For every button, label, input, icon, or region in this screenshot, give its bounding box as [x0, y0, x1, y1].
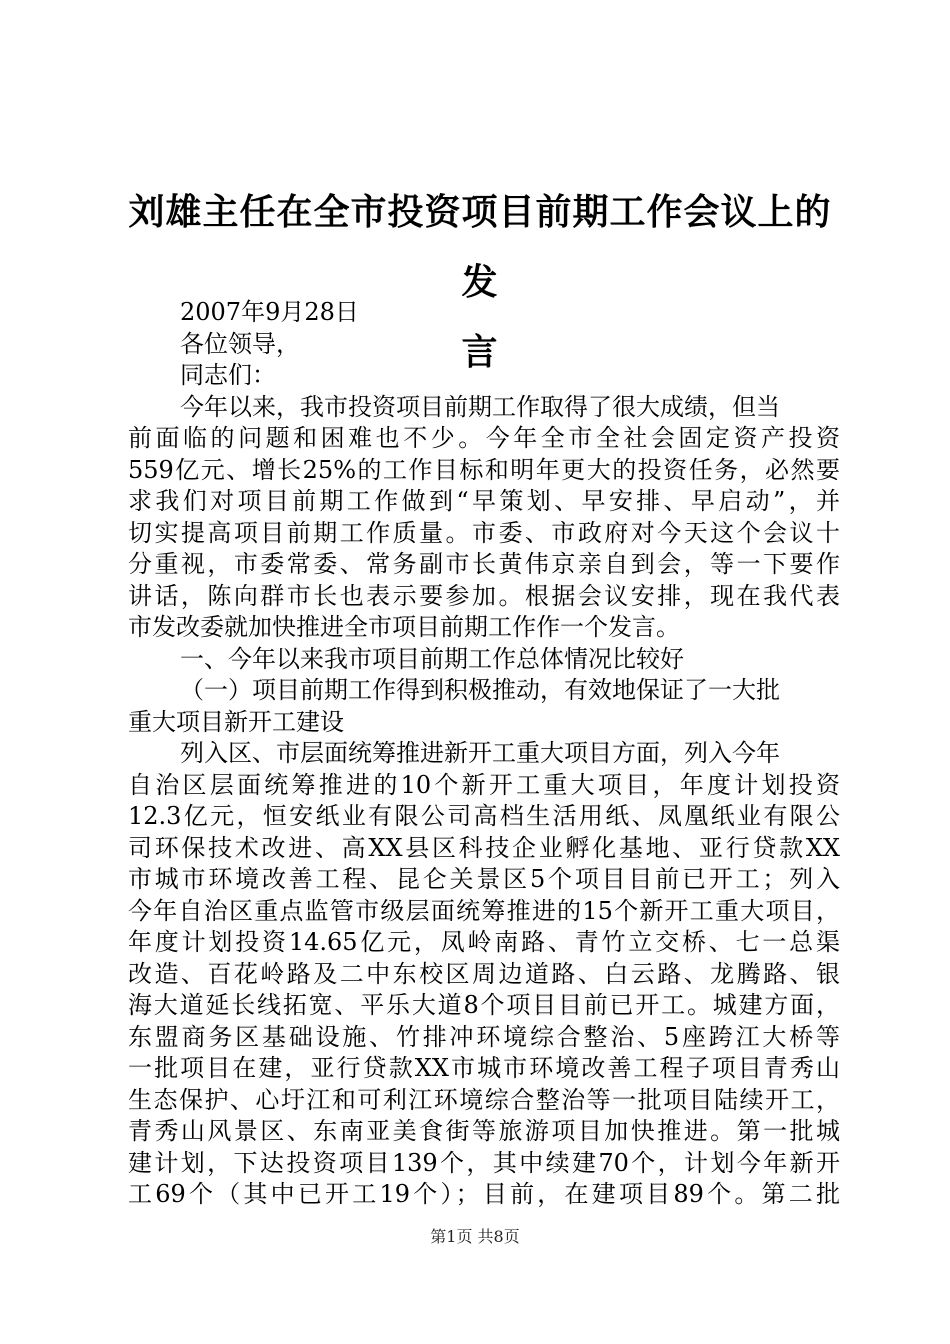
body-line: 司环保技术改进、高XX县区科技企业孵化基地、亚行贷款XX [128, 833, 840, 862]
title-line-2: 言 [461, 332, 499, 373]
page-footer: 第1页 共8页 [430, 1227, 520, 1246]
body-line: 市发改委就加快推进全市项目前期工作作一个发言。 [128, 613, 680, 641]
body-line: 一、今年以来我市项目前期工作总体情况比较好 [180, 644, 684, 673]
body-line: 分重视，市委常委、常务副市长黄伟京亲自到会，等一下要作 [128, 550, 840, 578]
body-line: 建计划，下达投资项目139个，其中续建70个，计划今年新开 [128, 1148, 840, 1177]
body-line: 自治区层面统筹推进的10个新开工重大项目，年度计划投资 [128, 770, 840, 799]
body-line: 工69个（其中已开工19个）；目前，在建项目89个。第二批 [128, 1180, 840, 1208]
body-line: 前面临的问题和困难也不少。今年全市全社会固定资产投资 [128, 424, 840, 452]
body-line: 今年以来，我市投资项目前期工作取得了很大成绩，但当 [180, 392, 780, 421]
body-line: 559亿元、增长25%的工作目标和明年更大的投资任务，必然要 [128, 455, 840, 484]
body-line: 重大项目新开工建设 [128, 707, 344, 736]
body-line: 列入区、市层面统筹推进新开工重大项目方面，列入今年 [180, 739, 780, 767]
document-body [128, 297, 840, 1211]
body-line: 求我们对项目前期工作做到“早策划、早安排、早启动”，并 [128, 487, 840, 515]
body-line: 生态保护、心圩江和可利江环境综合整治等一批项目陆续开工， [128, 1085, 840, 1114]
body-line: 2007年9月28日 [180, 298, 359, 326]
body-line: 青秀山风景区、东南亚美食街等旅游项目加快推进。第一批城 [128, 1117, 840, 1145]
body-line: 海大道延长线拓宽、平乐大道8个项目目前已开工。城建方面， [128, 991, 840, 1019]
title-line-1: 刘雄主任在全市投资项目前期工作会议上的发 [128, 192, 832, 303]
body-line: 切实提高项目前期工作质量。市委、市政府对今天这个会议十 [128, 518, 840, 547]
body-line: 讲话，陈向群市长也表示要参加。根据会议安排，现在我代表 [128, 581, 840, 610]
body-line: （一）项目前期工作得到积极推动，有效地保证了一大批 [180, 676, 780, 704]
body-line: 今年自治区重点监管市级层面统筹推进的15个新开工重大项目， [128, 896, 840, 925]
body-line: 一批项目在建，亚行贷款XX市城市环境改善工程子项目青秀山 [128, 1054, 840, 1082]
body-line: 各位领导， [180, 329, 300, 358]
body-line: 东盟商务区基础设施、竹排冲环境综合整治、5座跨江大桥等 [128, 1022, 840, 1051]
body-line: 市城市环境改善工程、昆仑关景区5个项目目前已开工；列入 [128, 865, 840, 893]
body-line: 年度计划投资14.65亿元，凤岭南路、青竹立交桥、七一总渠 [128, 928, 840, 956]
body-line: 12.3亿元，恒安纸业有限公司高档生活用纸、凤凰纸业有限公 [128, 802, 840, 830]
body-line: 同志们： [180, 361, 276, 389]
body-line: 改造、百花岭路及二中东校区周边道路、白云路、龙腾路、银 [128, 959, 840, 988]
